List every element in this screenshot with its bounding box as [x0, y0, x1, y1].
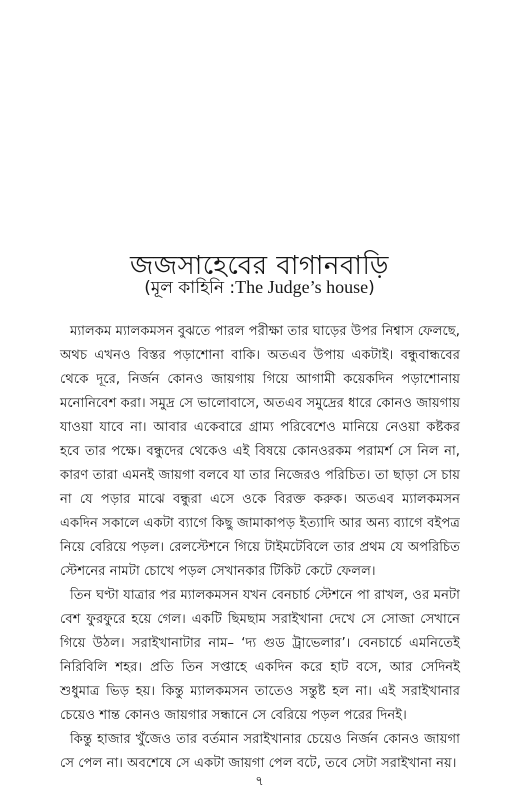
subtitle-prefix: (মূল কাহিনি : — [144, 278, 236, 298]
subtitle-suffix: ) — [368, 278, 375, 298]
story-body — [60, 320, 460, 776]
paragraph: ম্যালকম ম্যালকমসন বুঝতে পারল পরীক্ষা তার ঘাড়ের উপর নিশ্বাস ফেলছে, অথচ এখনও বিস্তর পড়াশোনা বাকি। অতএব উপায় একটাই। বন্ধুবান্ধবের থেকে দূরে, নির্জন কোনও জায়গায় গিয়ে আগামী কয়েকদিন পড়াশোনায় মনোনিবেশ করা। সমুদ্র সে ভালোবাসে, অতএব সমুদ্রের ধারে কোনও জায়গায় যাওয়া যাবে না। আবার একেবারে গ্রাম্য পরিবেশেও মানিয়ে নেওয়া কষ্টকর হবে তার পক্ষে। বন্ধুদের থেকেও এই বিষয়ে কোনওরকম পরামর্শ সে নিল না, কারণ তারা এমনই জায়গা বলবে যা তার নিজেরও পরিচিত। তা ছাড়া সে চায় না যে পড়ার মাঝে বন্ধুরা এসে ওকে বিরক্ত করুক। অতএব ম্যালকমসন একদিন সকালে একটা ব্যাগে কিছু জামাকাপড় ইত্যাদি আর অন্য ব্যাগে বইপত্র নিয়ে বেরিয়ে পড়ল। রেলস্টেশনে গিয়ে টাইমটেবিলে তার প্রথম যে অপরিচিত স্টেশনের নামটা চোখে পড়ল সেখানকার টিকিট কেটে ফেলল। — [60, 324, 460, 579]
original-story-title: The Judge’s house — [235, 277, 369, 297]
paragraph: কিন্তু হাজার খুঁজেও তার বর্তমান সরাইখানার চেয়েও নির্জন কোনও জায়গা সে পেল না। অবশেষে সে একটা জায়গা পেল বটে, তবে সেটা সরাইখানা নয়। — [60, 732, 460, 771]
chapter-title: জজসাহেবের বাগানবাড়ি — [130, 251, 389, 282]
page-number: ৭ — [255, 774, 264, 789]
paragraph: তিন ঘণ্টা যাত্রার পর ম্যালকমসন যখন বেনচার্চ স্টেশনে পা রাখল, ওর মনটা বেশ ফুরফুরে হয়ে গেল। একটি ছিমছাম সরাইখানা দেখে সে সোজা সেখানে গিয়ে উঠল। সরাইখানাটার নাম– ‘দ্য গুড ট্রাভেলার’। বেনচার্চে এমনিতেই নিরিবিলি শহর। প্রতি তিন সপ্তাহে একদিন করে হাট বসে, আর সেদিনই শুধুমাত্র ভিড় হয়। কিন্তু ম্যালকমসন তাতেও সন্তুষ্ট হল না। এই সরাইখানার চেয়েও শান্ত কোনও জায়গার সন্ধানে সে বেরিয়ে পড়ল পরের দিনই। — [60, 588, 460, 723]
chapter-subtitle — [0, 276, 519, 299]
